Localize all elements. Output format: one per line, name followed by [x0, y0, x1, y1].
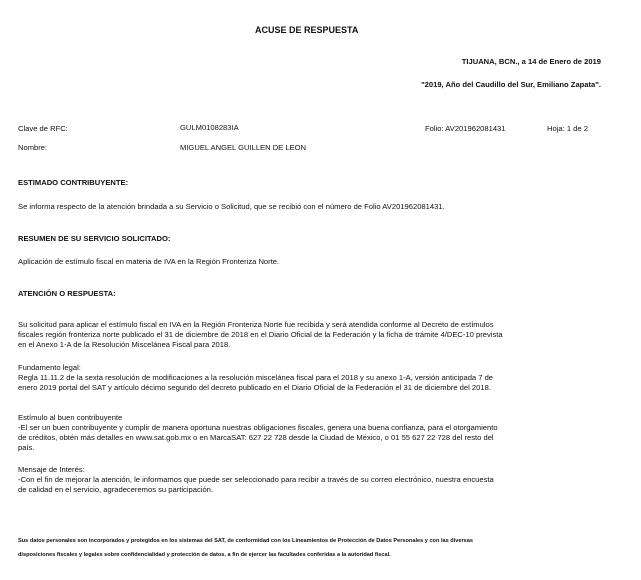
stimulus-line: de créditos, obtén más detalles en www.sat.gob.mx o en MarcaSAT: 627 22 728 desde la Ciudad de México, o 01 55 627 22 728 del resto del	[18, 433, 494, 442]
privacy-footer	[18, 534, 473, 562]
rfc-label: Clave de RFC:	[18, 124, 68, 133]
stimulus-line: país.	[18, 443, 35, 452]
footer-line: disposiciones fiscales y legales sobre confidencialidad y protección de datos, a fin de ejercer las facultades conferidas a la autoridad fiscal.	[18, 552, 391, 558]
name-label: Nombre:	[18, 143, 48, 152]
interest-line: -Con el fin de mejorar la atención, le informamos que puede ser seleccionado para recibir a través de su correo electrónico, nuestra encuesta	[18, 475, 494, 484]
legal-line: Regla 11.11.2 de la sexta resolución de modificaciones a la resolución miscelánea fiscal para el 2018 y su anexo 1-A, versión anticipada 7 de	[18, 373, 494, 382]
official-motto: "2019, Año del Caudillo del Sur, Emiliano Zapata".	[421, 80, 601, 89]
legal-basis	[18, 363, 493, 393]
response-line: en el Anexo 1-A de la Resolución Miscelánea Fiscal para 2018.	[18, 340, 231, 349]
interest-label: Mensaje de Interés:	[18, 465, 85, 474]
interest-section	[18, 465, 494, 495]
stimulus-line: -El ser un buen contribuyente y cumplir de manera oportuna nuestras obligaciones fiscales, genera una buena confianza, para el otorgamiento	[18, 423, 498, 432]
greeting-text: Se informa respecto de la atención brindada a su Servicio o Solicitud, que se recibió con el número de Folio AV201962081431.	[18, 202, 445, 211]
summary-heading: RESUMEN DE SU SERVICIO SOLICITADO:	[18, 234, 171, 243]
stimulus-section	[18, 413, 498, 453]
name-value: MIGUEL ANGEL GUILLEN DE LEON	[180, 143, 307, 152]
folio-number: Folio: AV201962081431	[425, 124, 506, 133]
response-line: fiscales región fronteriza norte publicado el 31 de diciembre de 2018 en el Diario Oficial de la Federación y la ficha de trámite 4/DEC-10 prevista	[18, 330, 503, 339]
place-date: TIJUANA, BCN., a 14 de Enero de 2019	[461, 57, 601, 66]
response-line: Su solicitud para aplicar el estímulo fiscal en IVA en la Región Fronteriza Norte fue recibida y será atendida conforme al Decreto de estímulos	[18, 320, 494, 329]
greeting-heading: ESTIMADO CONTRIBUYENTE:	[18, 178, 129, 187]
stimulus-label: Estímulo al buen contribuyente	[18, 413, 123, 422]
document-title: ACUSE DE RESPUESTA	[255, 25, 359, 35]
footer-line: Sus datos personales son incorporados y protegidos en los sistemas del SAT, de conformidad con los Lineamientos de Protección de Datos Personales y con las diversas	[18, 538, 473, 544]
rfc-value: GULM0108283IA	[180, 123, 239, 132]
response-paragraph	[18, 320, 503, 350]
interest-line: de calidad en el servicio, agradeceremos su participación.	[18, 485, 214, 494]
response-heading: ATENCIÓN O RESPUESTA:	[18, 289, 116, 298]
page-number: Hoja: 1 de 2	[547, 124, 588, 133]
legal-line: enero 2019 portal del SAT y artículo décimo segundo del decreto publicado en el Diario Oficial de la Federación el 31 de diciembre del 2018.	[18, 383, 491, 392]
legal-label: Fundamento legal:	[18, 363, 81, 372]
summary-text: Aplicación de estímulo fiscal en materia de IVA en la Región Fronteriza Norte.	[18, 257, 280, 266]
